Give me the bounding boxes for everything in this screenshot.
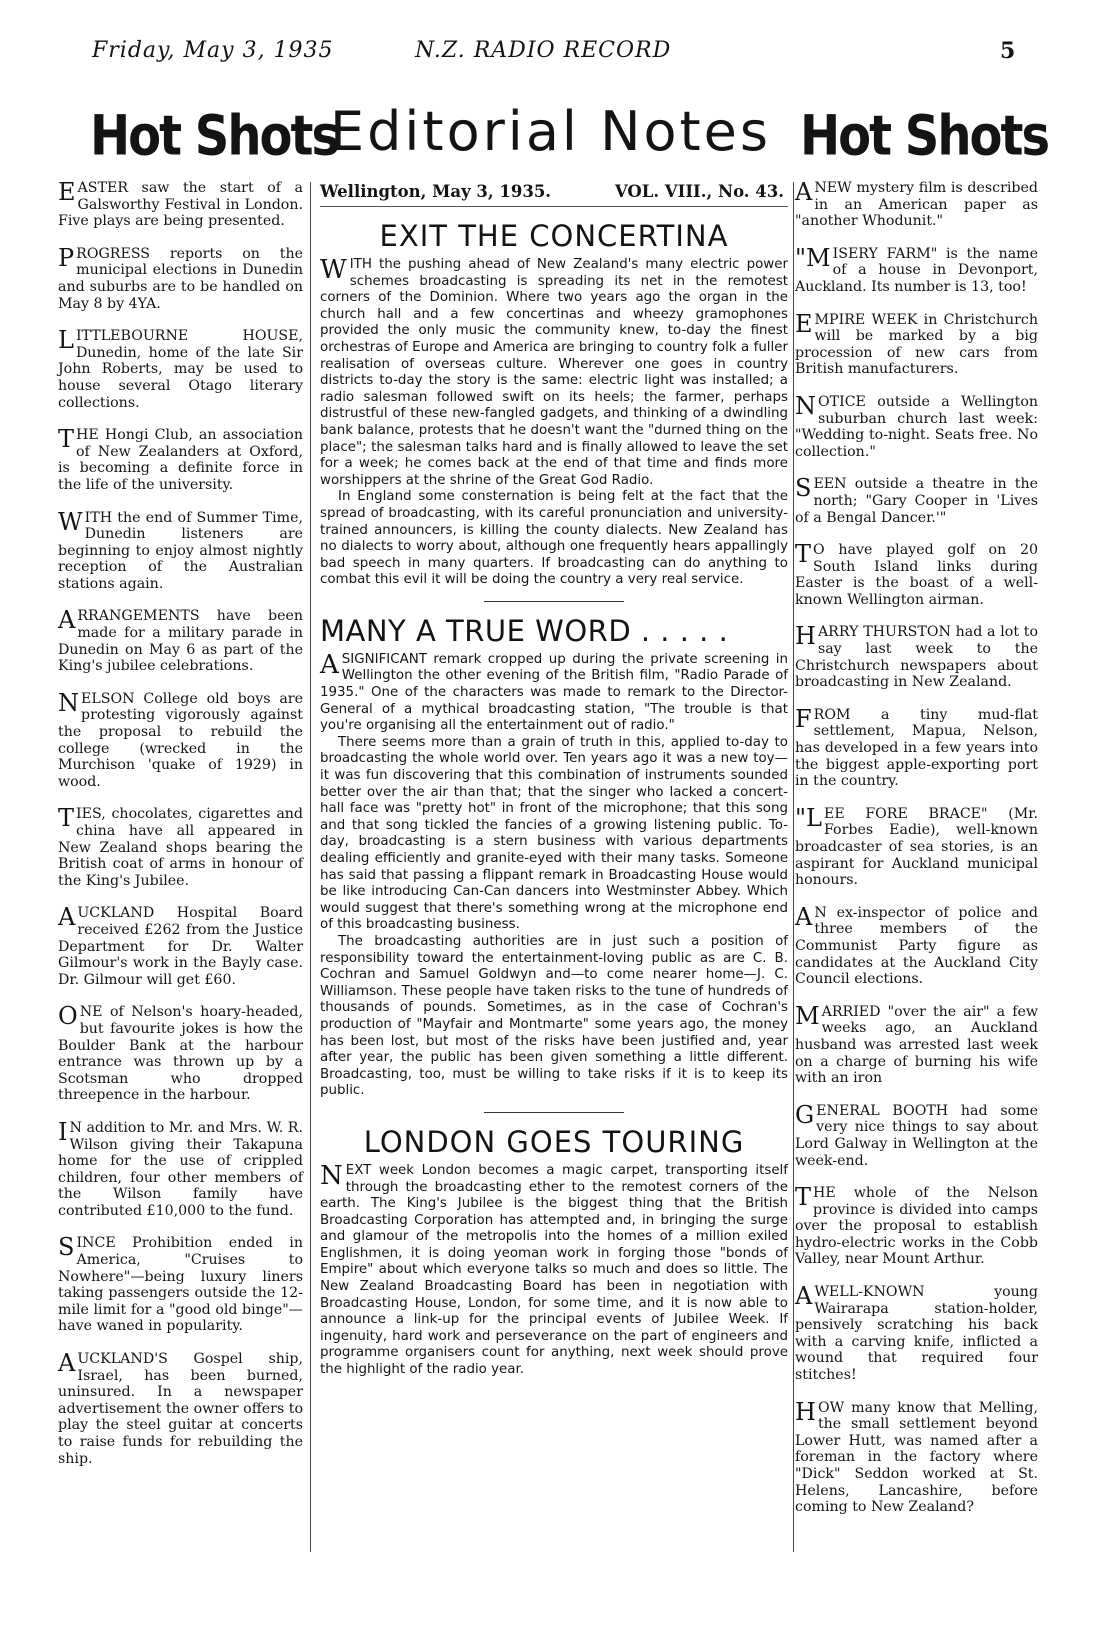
drop-cap: O <box>58 1002 78 1031</box>
item-text: ENERAL BOOTH had some very nice things to say about Lord Galway in Wellington at the week-end. <box>795 1102 1038 1169</box>
news-item <box>795 1100 1038 1169</box>
drop-cap: A <box>795 1282 813 1311</box>
drop-cap: F <box>795 704 812 733</box>
dateline-date: Wellington, May 3, 1935. <box>320 182 552 201</box>
news-item <box>795 391 1038 460</box>
drop-cap: N <box>58 688 79 717</box>
editorial-heading: EXIT THE CONCERTINA <box>379 219 729 253</box>
drop-cap: H <box>795 1397 816 1426</box>
editorial-column <box>320 178 788 1379</box>
news-item <box>795 902 1038 988</box>
item-text: NE of Nelson's hoary-headed, but favourite jokes is how the Boulder Bank at the harbour entrance was thrown up by a Scotsman who dropped threepence in the harbour. <box>58 1004 303 1104</box>
item-text: ARRIED "over the air" a few weeks ago, an Auckland husband was arrested last week on a charge of burning his wife with an iron <box>795 1003 1038 1087</box>
drop-cap: A <box>795 902 813 931</box>
editorial-paragraph <box>320 489 788 589</box>
drop-cap: P <box>58 243 75 272</box>
paragraph-text: In England some consternation is being felt at the fact that the spread of broadcasting, with its careful pronunciation and university-trained announcers, is killing the county dialects. New Zealand has no dialects to worry about, although one frequently hears appallingly bad speech in many quarters. If broadcasting can do anything to combat this evil it will be doing the country a very real service. <box>320 489 788 588</box>
news-item <box>795 476 1038 526</box>
editorial-heading: LONDON GOES TOURING <box>363 1124 745 1159</box>
news-item <box>58 328 303 411</box>
drop-cap: N <box>795 391 816 420</box>
page-header <box>0 38 1114 74</box>
item-text: UCKLAND Hospital Board received £262 from the Justice Department for Dr. Walter Gilmour's work in the Bayly case. Dr. Gilmour will get £60. <box>58 905 303 988</box>
page-number: 5 <box>1000 38 1016 64</box>
editorial-body <box>320 257 788 589</box>
editorial-heading: MANY A TRUE WORD . . . . . <box>320 613 729 648</box>
hot-shots-right-label: Hot Shots <box>800 103 1049 169</box>
column-divider-left <box>310 182 311 1552</box>
item-text: NEW mystery film is described in an American paper as "another Whodunit." <box>795 180 1038 230</box>
item-text: ROM a tiny mud-flat settlement, Mapua, Nelson, has developed in a few years into the biggest apple-exporting port in the country. <box>795 706 1038 790</box>
news-item <box>58 180 303 230</box>
news-item <box>58 608 303 674</box>
drop-cap: L <box>58 326 74 355</box>
editorial-body <box>320 649 788 1100</box>
drop-cap: A <box>58 903 76 932</box>
item-text: ITH the end of Summer Time, Dunedin listeners are beginning to enjoy almost nightly reception of the Australian stations again. <box>58 509 303 592</box>
section-banner <box>0 100 1114 180</box>
drop-cap: A <box>320 649 339 680</box>
dateline-volume: VOL. VIII., No. 43. <box>614 182 784 201</box>
editorial-paragraph <box>320 257 788 489</box>
drop-cap: N <box>320 1160 343 1191</box>
drop-cap: A <box>58 1349 76 1378</box>
editorials <box>320 219 788 1379</box>
news-item <box>58 1351 303 1467</box>
drop-cap: T <box>58 804 75 833</box>
item-text: IES, chocolates, cigarettes and china have all appeared in New Zealand shops bearing the British coat of arms in honour of the King's Jubilee. <box>58 806 303 889</box>
news-item <box>795 309 1038 378</box>
paragraph-text: There seems more than a grain of truth in this, applied to-day to broadcasting the whole world over. Ten years ago it was a new toy—it was fun discovering that this combination of instruments sounded better over the air than that; that the singer who lacked a concert-hall face was "pretty hot" in front of the microphone; that this song and that song tickled the fancies of a growing listening public. To-day, broadcasting is a stern business with various departments dealing efficiently and granite-eyed with their many tasks. Someone has said that passing a flippant remark in Broadcasting House would be like introducing Can-Can dancers into Westminster Abbey. Which would suggest that there's something wrong at the microphone end of this broadcasting business. <box>320 734 788 933</box>
drop-cap: A <box>58 606 76 635</box>
editorial-paragraph <box>320 735 788 934</box>
item-text: HE whole of the Nelson province is divided into camps over the proposal to establish hydro-electric works in the Cobb Valley, near Mount Arthur. <box>795 1185 1038 1268</box>
drop-cap: T <box>795 540 812 569</box>
item-text: N ex-inspector of police and three members of the Communist Party figure as candidates at the Auckland City Council elections. <box>795 904 1038 988</box>
item-text: N addition to Mr. and Mrs. W. R. Wilson giving their Takapuna home for the use of crippled children, four other members of the Wilson family have contributed £10,000 to the fund. <box>58 1119 303 1219</box>
drop-cap: "L <box>795 803 822 832</box>
news-item <box>795 542 1038 608</box>
drop-cap: H <box>795 622 816 651</box>
hot-shots-right-column <box>795 180 1038 1532</box>
section-rule <box>484 1112 624 1113</box>
drop-cap: S <box>795 474 812 503</box>
editorial-paragraph <box>320 1160 788 1379</box>
item-text: INCE Prohibition ended in America, "Cruises to Nowhere"—being luxury liners taking passengers outside the 12-mile limit for a "good old binge"—have waned in popularity. <box>58 1235 303 1335</box>
editorial-article <box>320 614 788 1113</box>
news-item <box>58 1235 303 1335</box>
item-text: OW many know that Melling, the small settlement beyond Lower Hutt, was named after a foreman in the factory where "Dick" Seddon worked at St. Helens, Lancashire, before coming to New Zealand? <box>795 1399 1038 1516</box>
news-item <box>795 704 1038 790</box>
drop-cap: E <box>795 309 813 338</box>
dateline <box>320 178 788 207</box>
item-text: MPIRE WEEK in Christchurch will be marked by a big procession of new cars from British manufacturers. <box>795 311 1038 378</box>
item-text: UCKLAND'S Gospel ship, Israel, has been burned, uninsured. In a newspaper advertisement the owner offers to play the steel guitar at concerts to raise funds for rebuilding the ship. <box>58 1351 303 1467</box>
editorial-paragraph <box>320 649 788 735</box>
news-item <box>58 507 303 593</box>
drop-cap: I <box>58 1117 68 1146</box>
drop-cap: W <box>320 255 347 285</box>
news-item <box>795 803 1038 889</box>
hot-shots-left-column <box>58 180 303 1483</box>
drop-cap: W <box>58 507 83 536</box>
editorial-body <box>320 1160 788 1379</box>
news-item <box>58 427 303 493</box>
publication-title: N.Z. RADIO RECORD <box>415 38 672 63</box>
news-item <box>795 1397 1038 1516</box>
news-item <box>58 806 303 889</box>
section-rule <box>484 601 624 602</box>
editorial-article <box>320 219 788 602</box>
news-item <box>795 1284 1038 1384</box>
item-text: EE FORE BRACE" (Mr. Forbes Eadie), well-known broadcaster of sea stories, is an aspirant for Auckland municipal honours. <box>795 805 1038 889</box>
paragraph-text: ITH the pushing ahead of New Zealand's many electric power schemes broadcasting is spreading its net in the remotest corners of the Dominion. Where two years ago the organ in the church hall and a few concertinas and wheezy gramophones provided the only music the community knew, to-day the finest orchestras of Europe and America are bringing to country folk a fuller realisation of overseas culture. Wherever one goes in country districts to-day the story is the same: electric light was installed; a radio salesman followed swift on its heels; the farmer, perhaps distrustful of these new-fangled gadgets, and thinking of a dwindling bank balance, protests that he doesn't want the "durned thing on the place"; the salesman talks hard and is finally allowed to leave the set for a week; he comes back at the end of that time and finds more worshippers at the shrine of the Great God Radio. <box>320 257 788 488</box>
item-text: ELSON College old boys are protesting vigorously against the proposal to rebuild the college (wrecked in the Murchison 'quake of 1929) in wood. <box>58 690 303 790</box>
item-text: ASTER saw the start of a Galsworthy Festival in London. Five plays are being presented. <box>58 180 303 230</box>
item-text: HE Hongi Club, an association of New Zealanders at Oxford, is becoming a definite force in the life of the university. <box>58 427 303 493</box>
item-text: ROGRESS reports on the municipal elections in Dunedin and suburbs are to be handled on May 8 by 4YA. <box>58 245 303 312</box>
issue-date: Friday, May 3, 1935 <box>92 38 334 63</box>
news-item <box>58 905 303 988</box>
item-text: OTICE outside a Wellington suburban church last week: "Wedding to-night. Seats free. No collection." <box>795 393 1038 460</box>
news-item <box>795 243 1038 296</box>
paragraph-text: EXT week London becomes a magic carpet, transporting itself through the broadcasting ether to the remotest corners of the earth. The King's Jubilee is the biggest thing that the British Broadcasting Corporation has attempted and, in bringing the surge and glamour of the metropolis into the homes of a million exiled Englishmen, it is doing yeoman work in forging those "bonds of Empire" about which everyone talks so much and does so little. The New Zealand Broadcasting Board has been in negotiation with Broadcasting House, London, for some time, and it is now able to announce a link-up for the principal events of Jubilee Week. If ingenuity, hard work and perseverance on the part of engineers and programme organisers count for anything, next week should prove the highlight of the radio year. <box>320 1162 788 1378</box>
paragraph-text: The broadcasting authorities are in just such a position of responsibility toward the entertainment-loving public as are C. B. Cochran and Samuel Goldwyn and—to come nearer home—J. C. Williamson. These people have taken risks to the tune of hundreds of thousands of pounds. Sometimes, as in the case of Cochran's production of "Mayfair and Montmarte" some years ago, the money has been lost, but most of the risks have been justified and, year after year, the public has been given something a little different. Broadcasting, too, must be willing to take risks if it is to keep its public. <box>320 933 788 1099</box>
editorial-article <box>320 1125 788 1379</box>
news-item <box>58 243 303 312</box>
item-text: O have played golf on 20 South Island links during Easter is the boast of a well-known Wellington airman. <box>795 542 1038 608</box>
item-text: EEN outside a theatre in the north; "Gary Cooper in 'Lives of a Bengal Dancer.'" <box>795 476 1038 526</box>
item-text: ARRY THURSTON had a lot to say last week to the Christchurch newspapers about broadcasting in New Zealand. <box>795 624 1038 691</box>
news-item <box>58 1004 303 1104</box>
news-item <box>795 624 1038 690</box>
item-text: WELL-KNOWN young Wairarapa station-holder, pensively scratching his back with a carving knife, inflicted a wound that required four stitches! <box>795 1284 1038 1384</box>
item-text: ITTLEBOURNE HOUSE, Dunedin, home of the late Sir John Roberts, may be used to house several Otago literary collections. <box>58 328 303 411</box>
drop-cap: A <box>795 178 813 206</box>
news-item <box>795 180 1038 230</box>
news-item <box>795 1185 1038 1268</box>
item-text: RRANGEMENTS have been made for a military parade in Dunedin on May 6 as part of the King's jubilee celebrations. <box>58 608 303 675</box>
drop-cap: "M <box>795 243 831 272</box>
drop-cap: M <box>795 1001 820 1030</box>
hot-shots-left-label: Hot Shots <box>90 103 339 169</box>
drop-cap: S <box>58 1233 75 1262</box>
drop-cap: E <box>58 178 76 206</box>
editorial-notes-title: Editorial Notes <box>330 100 772 163</box>
paragraph-text: SIGNIFICANT remark cropped up during the private screening in Wellington the other evening of the British film, "Radio Parade of 1935." One of the characters was made to remark to the Director-General of a mythical broadcasting station, "The trouble is that you're organising all the entertainment out of radio." <box>320 651 788 734</box>
news-item <box>795 1001 1038 1087</box>
drop-cap: T <box>795 1183 812 1212</box>
editorial-paragraph <box>320 934 788 1100</box>
item-text: ISERY FARM" is the name of a house in Devonport, Auckland. Its number is 13, too! <box>795 245 1038 295</box>
news-item <box>58 688 303 791</box>
drop-cap: T <box>58 425 75 454</box>
drop-cap: G <box>795 1100 815 1129</box>
column-divider-right <box>793 182 794 1552</box>
news-item <box>58 1117 303 1220</box>
